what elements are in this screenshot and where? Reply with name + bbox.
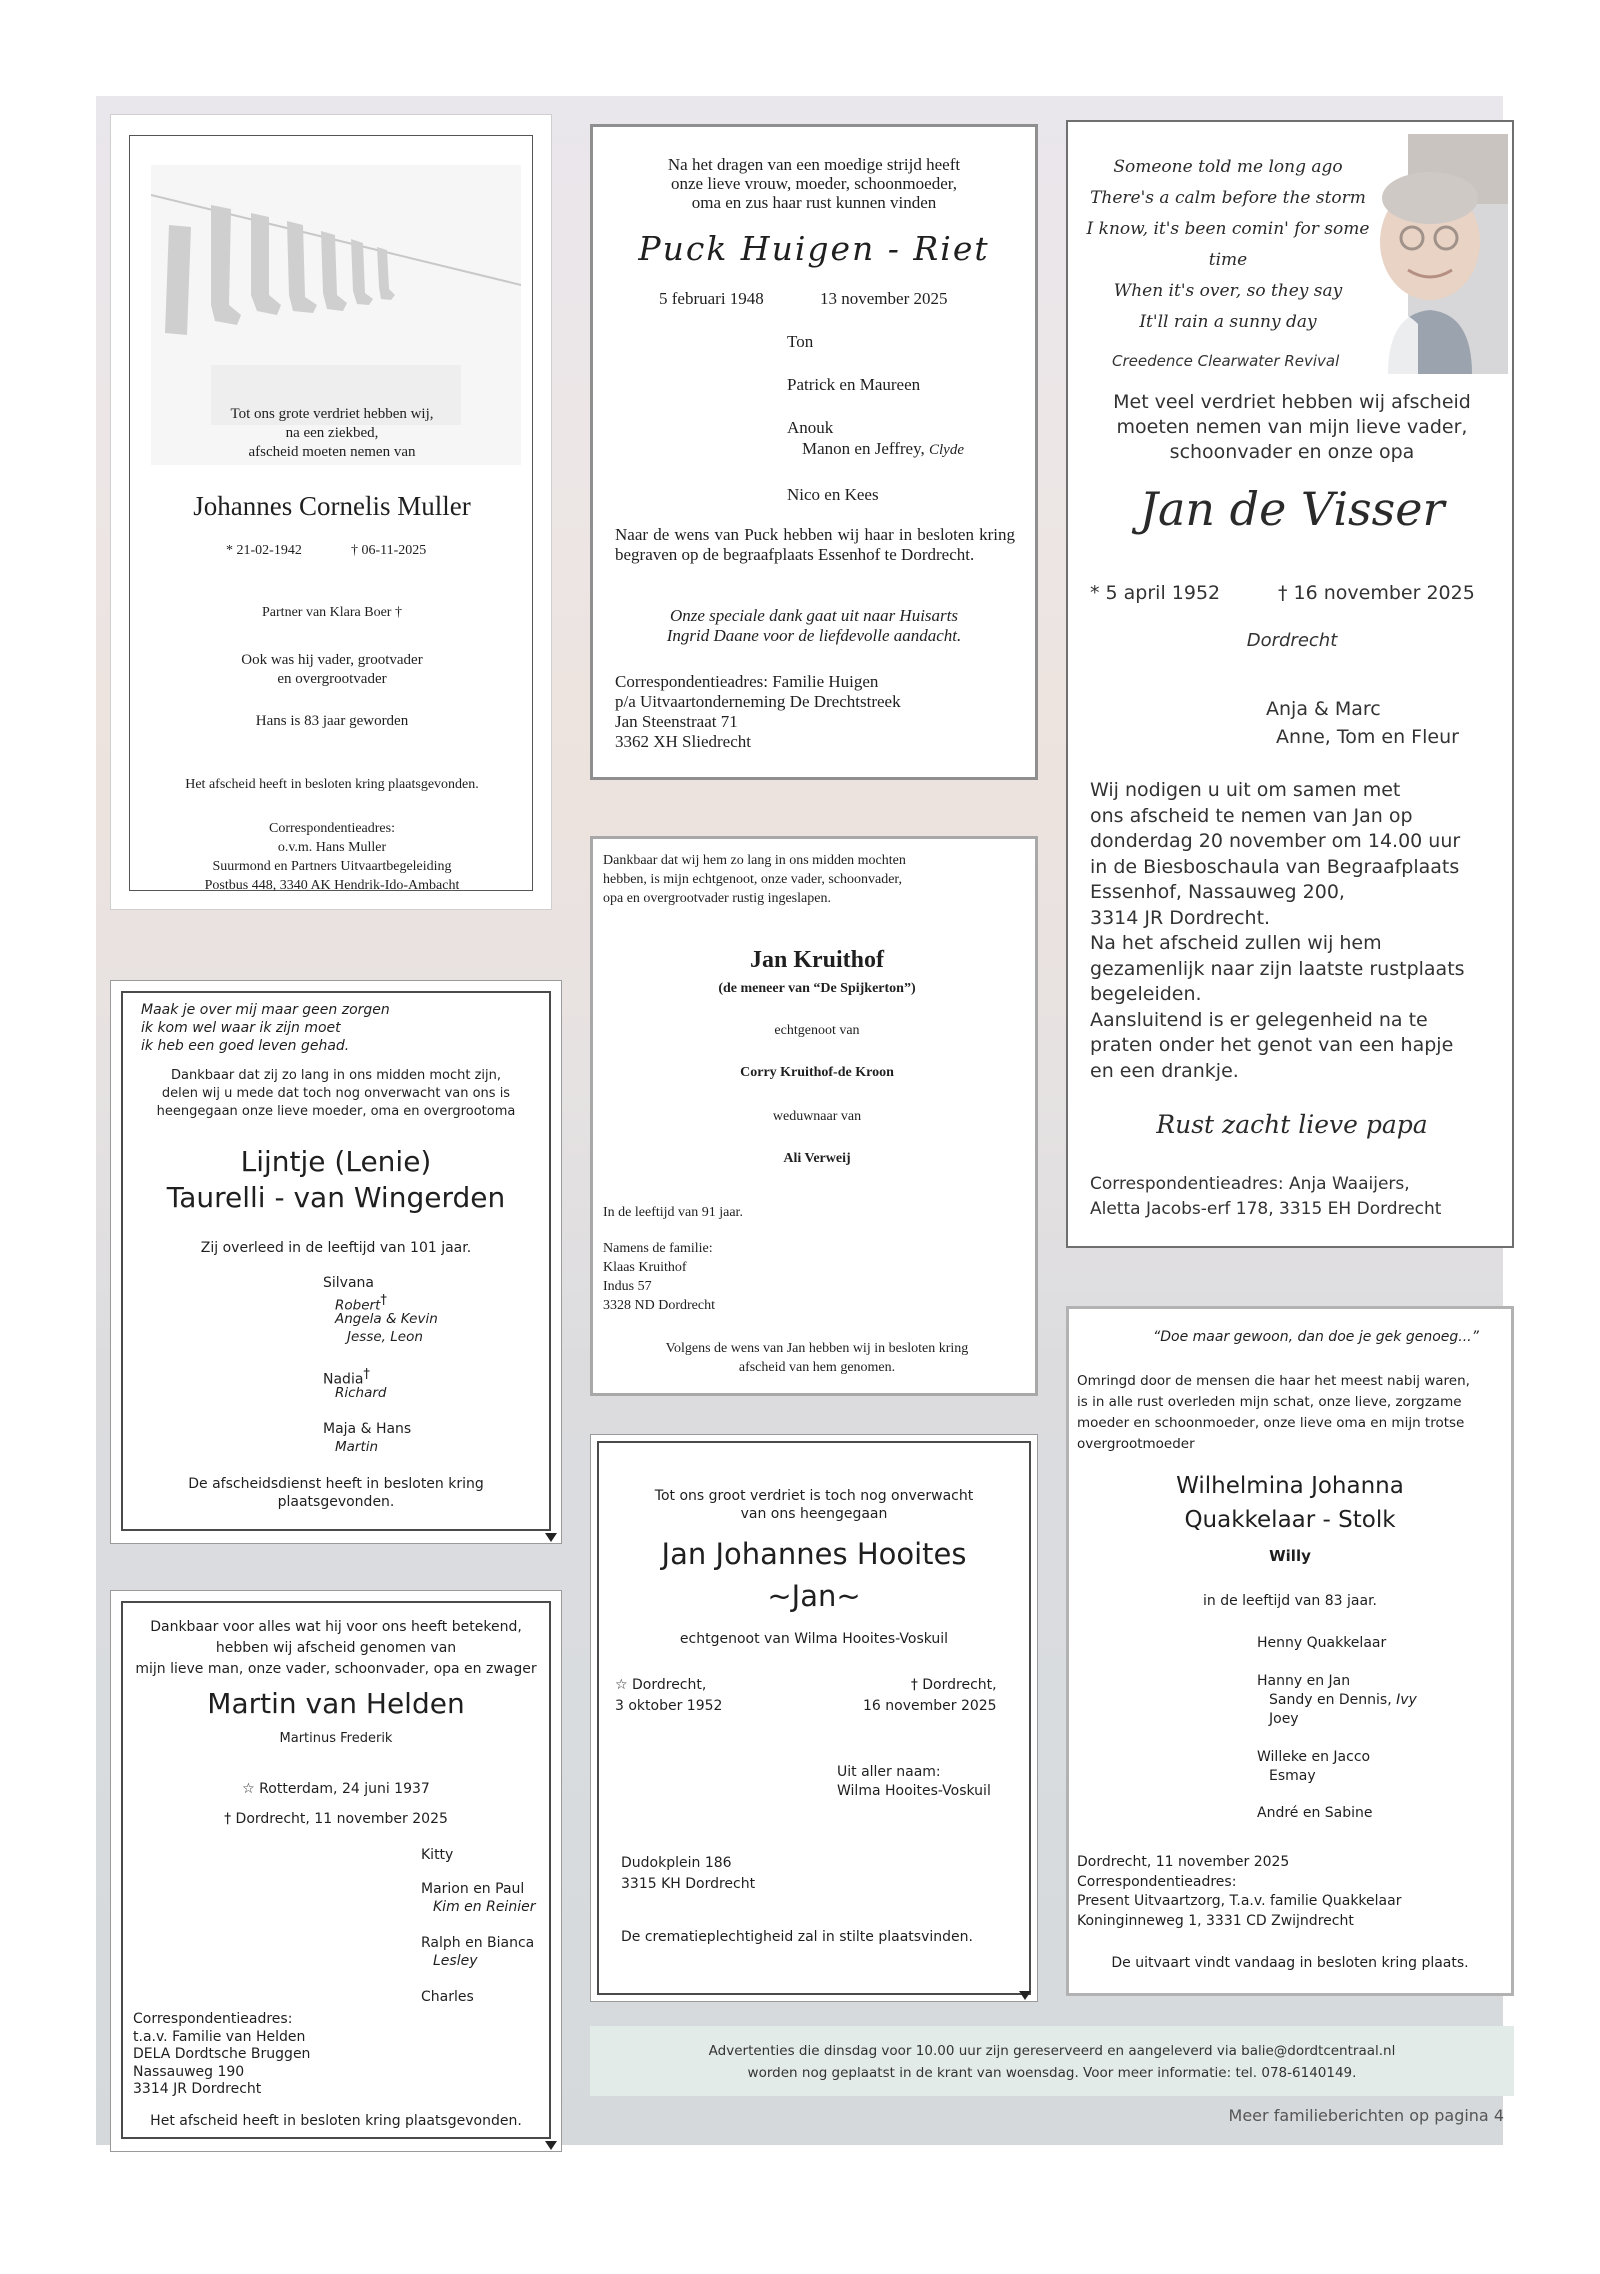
nickname-text: Willy — [1269, 1547, 1311, 1565]
family-member-name: Silvana — [323, 1275, 374, 1291]
deceased-name: Quakkelaar - Stolk — [1184, 1507, 1396, 1533]
notice-intro: Dankbaar dat wij hem zo lang in ons midden mochten hebben, is mijn echtgenoot, onze vader, schoonvader, opa en overgrootvader rustig ingeslapen. — [603, 853, 906, 906]
age-text: Zij overleed in de leeftijd van 101 jaar. — [200, 1240, 472, 1256]
nickname-text: (de meneer van “De Spijkerton”) — [718, 981, 916, 996]
family-member: Jesse, Leon — [347, 1329, 423, 1345]
advert-notice-text: Advertenties die dinsdag voor 10.00 uur zijn gereserveerd en aangeleverd via balie@dordtcentraal.nl worden nog geplaatst in de krant van woensdag. Voor meer informatie: tel. 078-6140149. — [708, 2043, 1396, 2081]
notice-intro: Met veel verdriet hebben wij afscheid moeten nemen van mijn lieve vader, schoonvader en onze opa — [1113, 391, 1471, 463]
continue-arrow-icon — [1019, 1991, 1031, 2000]
deceased-name: Puck Huigen - Riet — [638, 229, 990, 268]
widower-label: weduwnaar van — [772, 1109, 862, 1124]
deceased-name: Jan Kruithof — [749, 947, 884, 973]
family-member: André en Sabine — [1257, 1805, 1373, 1821]
poem-text: Maak je over mij maar geen zorgen ik kom wel waar ik zijn moet ik heb een goed leven gehad. — [141, 1002, 390, 1054]
deceased-name: Martin van Helden — [207, 1687, 465, 1720]
notice-taurelli — [110, 980, 562, 1544]
notice-intro: Tot ons grote verdriet hebben wij, na een ziekbed, afscheid moeten nemen van — [230, 406, 434, 460]
correspondence-address: Dordrecht, 11 november 2025 Correspondentieadres: Present Uitvaartzorg, T.a.v. familie Quakkelaar Koninginneweg 1, 3331 CD Zwijndrecht — [1077, 1854, 1402, 1929]
notice-huigen — [590, 124, 1038, 780]
notice-muller — [110, 114, 552, 910]
cremation-text: De crematieplechtigheid zal in stilte plaatsvinden. — [621, 1929, 973, 1945]
notice-intro: Dankbaar dat zij zo lang in ons midden mocht zijn, delen wij u mede dat toch nog onverwacht van ons is heengegaan onze lieve moeder, oma en overgrootoma — [156, 1068, 516, 1119]
death-info: † Dordrecht, 11 november 2025 — [224, 1811, 448, 1827]
family-member: Martin — [335, 1439, 379, 1455]
farewell-text: Het afscheid heeft in besloten kring plaatsgevonden. — [150, 2113, 522, 2129]
place-text: Dordrecht — [1246, 630, 1338, 651]
family-member: Willeke en Jacco — [1257, 1749, 1371, 1765]
family-member: Nico en Kees — [787, 485, 879, 504]
family-member: Henny Quakkelaar — [1257, 1635, 1387, 1651]
deceased-name: Taurelli - van Wingerden — [166, 1181, 506, 1214]
birth-info: ☆ Rotterdam, 24 juni 1937 — [242, 1781, 430, 1797]
footer-continuation: Meer familieberichten op pagina 4 — [1228, 2106, 1504, 2125]
family-member-grandchild: Ivy — [1396, 1692, 1417, 1708]
continue-arrow-icon — [545, 2141, 557, 2150]
family-member: Angela & Kevin — [335, 1311, 438, 1327]
family-member-name: Nadia — [323, 1371, 364, 1388]
family-address: Namens de familie: Klaas Kruithof Indus 57 3328 ND Dordrecht — [603, 1241, 715, 1313]
closing-text: Rust zacht lieve papa — [1156, 1110, 1428, 1139]
deceased-name: Johannes Cornelis Muller — [193, 491, 471, 521]
notice-frame — [597, 1441, 1031, 1995]
notice-intro: Tot ons groot verdriet is toch nog onverwacht van ons heengegaan — [654, 1488, 974, 1522]
deceased-name: Jan de Visser — [1139, 482, 1445, 536]
notice-intro: Na het dragen van een moedige strijd heeft onze lieve vrouw, moeder, schoonmoeder, oma en zus haar rust kunnen vinden — [667, 155, 961, 212]
widower-of-name: Ali Verweij — [783, 1151, 851, 1166]
family-member: Lesley — [433, 1953, 478, 1969]
notice-hooites — [590, 1434, 1038, 2002]
family-address: Dudokplein 186 3315 KH Dordrecht — [621, 1855, 756, 1892]
family-member: Esmay — [1269, 1768, 1316, 1784]
deceased-name: Lijntje (Lenie) — [240, 1145, 432, 1178]
continue-arrow-icon — [545, 1533, 557, 1542]
invitation-text: Wij nodigen u uit om samen met ons afscheid te nemen van Jan op donderdag 20 november om 14.00 uur in de Biesboschaula van Begraafplaats Essenhof, Nassauweg 200, 3314 JR Dordrecht. Na het afscheid zullen wij hem gezamenlijk naar zijn laatste rustplaats begeleiden. Aansluitend is er gelegenheid na te praten onder het genot van een hapje en een drankje. — [1090, 779, 1465, 1082]
birth-date: 5 februari 1948 — [659, 289, 764, 308]
notice-intro: Omringd door de mensen die haar het meest nabij waren, is in alle rust overleden mijn schat, onze lieve, zorgzame moeder en schoonmoeder, onze lieve oma en mijn trotse overgrootmoeder — [1077, 1373, 1470, 1452]
advert-notice-box — [590, 2026, 1514, 2096]
family-member: Charles — [421, 1989, 474, 2005]
family-member-name: Sandy en Dennis, — [1269, 1692, 1392, 1708]
notice-visser — [1066, 120, 1514, 1248]
birth-info: ☆ Dordrecht, 3 oktober 1952 — [615, 1677, 723, 1714]
family-member: Anouk — [787, 418, 834, 437]
notice-kruithof — [590, 836, 1038, 1396]
full-name: Martinus Frederik — [279, 1731, 393, 1746]
family-member: Hanny en Jan — [1257, 1673, 1351, 1689]
correspondence-address: Correspondentieadres: Familie Huigen p/a Uitvaartonderneming De Drechtstreek Jan Steenstraat 71 3362 XH Sliedrecht — [615, 672, 901, 751]
family-member: Joey — [1269, 1711, 1299, 1727]
notice-quakkelaar — [1066, 1306, 1514, 1996]
age-text: Hans is 83 jaar geworden — [255, 713, 409, 729]
family-member: Anja & Marc — [1266, 698, 1381, 720]
family-member: Anne, Tom en Fleur — [1276, 726, 1459, 748]
age-text: In de leeftijd van 91 jaar. — [603, 1205, 743, 1220]
age-text: in de leeftijd van 83 jaar. — [1203, 1593, 1377, 1609]
family-member: Patrick en Maureen — [787, 375, 921, 394]
farewell-text: De uitvaart vindt vandaag in besloten kring plaats. — [1111, 1955, 1469, 1971]
on-behalf-text: Uit aller naam: Wilma Hooites-Voskuil — [837, 1764, 991, 1799]
farewell-text: De afscheidsdienst heeft in besloten kring plaatsgevonden. — [188, 1476, 484, 1510]
family-member: Kim en Reinier — [433, 1899, 536, 1915]
family-member: Kitty — [421, 1847, 454, 1863]
family-member-name: Manon en Jeffrey, — [802, 439, 925, 458]
correspondence-address: Correspondentieadres: o.v.m. Hans Muller Suurmond en Partners Uitvaartbegeleiding Postbus 448, 3340 AK Hendrik-Ido-Ambacht — [204, 821, 460, 893]
song-lyrics: Someone told me long ago There's a calm before the storm I know, it's been comin' for some time When it's over, so they say It'll rain a sunny day — [1086, 157, 1370, 332]
deceased-cross: † — [380, 1293, 387, 1308]
thanks-text: Onze speciale dank gaat uit naar Huisarts Ingrid Daane voor de liefdevolle aandacht. — [666, 606, 962, 645]
spouse-name: Corry Kruithof-de Kroon — [740, 1065, 894, 1080]
family-member-grandchild: Clyde — [929, 442, 964, 458]
family-member: Richard — [335, 1385, 387, 1401]
death-info: † Dordrecht, 16 november 2025 — [863, 1677, 997, 1714]
family-member: Ton — [787, 332, 814, 351]
partner-text: Partner van Klara Boer † — [262, 605, 402, 620]
family-member: Maja & Hans — [323, 1421, 412, 1437]
deceased-name: Wilhelmina Johanna — [1176, 1473, 1404, 1499]
death-date: † 06-11-2025 — [351, 543, 427, 558]
family-member: Marion en Paul — [421, 1881, 525, 1897]
family-member — [1269, 1692, 1417, 1708]
family-text: Ook was hij vader, grootvader en overgrootvader — [241, 652, 423, 687]
notice-helden — [110, 1590, 562, 2152]
correspondence-address: Correspondentieadres: Anja Waaijers, Aletta Jacobs-erf 178, 3315 EH Dordrecht — [1090, 1174, 1442, 1219]
deceased-name: Jan Johannes Hooites — [661, 1537, 967, 1571]
spouse-label: echtgenoot van — [774, 1023, 860, 1038]
wish-text: Naar de wens van Puck hebben wij haar in besloten kring begraven op de begraafplaats Essenhof te Dordrecht. — [615, 525, 1015, 564]
wish-text: Volgens de wens van Jan hebben wij in besloten kring afscheid van hem genomen. — [665, 1341, 969, 1375]
notice-intro: Dankbaar voor alles wat hij voor ons heeft betekend, hebben wij afscheid genomen van mijn lieve man, onze vader, schoonvader, opa en zwager — [135, 1619, 537, 1677]
family-member-name: Robert — [335, 1297, 381, 1314]
correspondence-address: Correspondentieadres: t.a.v. Familie van Helden DELA Dordtsche Bruggen Nassauweg 190 3314 JR Dordrecht — [133, 2011, 311, 2097]
family-member — [323, 1275, 374, 1291]
spouse-text: echtgenoot van Wilma Hooites-Voskuil — [679, 1631, 949, 1647]
deceased-nickname: ~Jan~ — [767, 1579, 861, 1613]
birth-date: * 21-02-1942 — [226, 543, 302, 558]
death-date: † 16 november 2025 — [1278, 582, 1475, 604]
family-member — [802, 439, 964, 459]
song-credit: Creedence Clearwater Revival — [1112, 352, 1340, 370]
death-date: 13 november 2025 — [820, 289, 948, 308]
farewell-text: Het afscheid heeft in besloten kring plaatsgevonden. — [185, 777, 479, 792]
family-member: Ralph en Bianca — [421, 1935, 535, 1951]
quote-text: “Doe maar gewoon, dan doe je gek genoeg...” — [1153, 1329, 1479, 1345]
birth-date: * 5 april 1952 — [1090, 582, 1221, 604]
deceased-cross: † — [363, 1367, 370, 1382]
